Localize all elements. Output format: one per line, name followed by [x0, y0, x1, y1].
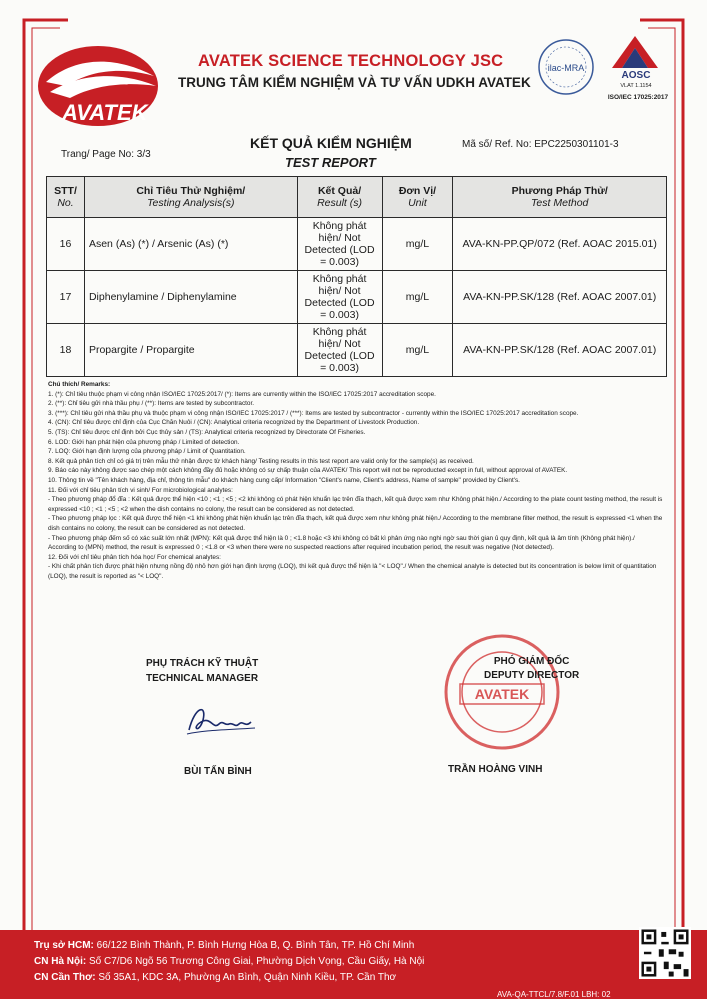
row-result: Không phát hiện/ Not Detected (LOD = 0.003) — [297, 324, 382, 377]
remark-item: 11. Đối với chỉ tiêu phân tích vi sinh/ For microbiological analytes: — [48, 486, 233, 494]
footer-ct-label: CN Cần Thơ: — [34, 972, 96, 983]
row-result: Không phát hiện/ Not Detected (LOD = 0.003) — [297, 218, 382, 271]
row-no: 18 — [47, 324, 85, 377]
footer-hcm-address: 66/122 Bình Thành, P. Bình Hưng Hòa B, Q. Bình Tân, TP. Hồ Chí Minh — [96, 940, 415, 951]
remark-item: - Theo phương pháp đổ đĩa : Kết quả được thể hiện <10 ; <1 ; <5 ; <2 khi không có phát hiện khuẩn lạc trên đĩa thạch, kết quả được xem như Không phát hiện./ According to the plate count testing method, the result is expressed <10 ; <1 ; <5 ; <2 when the dish contains no colony, the result can be considered as not detected. — [48, 496, 663, 513]
company-seal — [442, 632, 562, 752]
header-no: STT/ No. — [47, 177, 85, 218]
footer-hn-line — [34, 954, 424, 970]
row-method: AVA-KN-PP.SK/128 (Ref. AOAC 2007.01) — [453, 271, 667, 324]
remark-item: 3. (***): Chỉ tiêu gửi nhà thầu phụ và thuộc phạm vi công nhận ISO/IEC 17025:2017 / (***): Items are tested by subcontractor - currently within the ISO/IEC 17025:2017 accreditation scope. — [48, 409, 579, 417]
row-no: 17 — [47, 271, 85, 324]
aosc-name: AOSC — [621, 70, 651, 81]
stamp-text: AVATEK — [474, 686, 530, 702]
table-row — [47, 271, 667, 324]
deputy-director-name: TRẦN HOÀNG VINH — [448, 764, 543, 775]
qr-code — [639, 927, 691, 979]
row-method: AVA-KN-PP.QP/072 (Ref. AOAC 2015.01) — [453, 218, 667, 271]
row-analysis: Diphenylamine / Diphenylamine — [84, 271, 297, 324]
remark-item: 10. Thông tin về "Tên khách hàng, địa chỉ, thông tin mẫu" do khách hàng cung cấp/ Information "Client's name, Client's address, Name of sample" provided by Client's. — [48, 476, 520, 484]
footer-addresses — [34, 938, 424, 986]
footer-ct-line — [34, 970, 424, 986]
report-title-en: TEST REPORT — [285, 155, 376, 170]
header-analysis: Chỉ Tiêu Thử Nghiệm/ Testing Analysis(s) — [84, 177, 297, 218]
row-unit: mg/L — [382, 271, 453, 324]
table-row — [47, 324, 667, 377]
row-result: Không phát hiện/ Not Detected (LOD = 0.003) — [297, 271, 382, 324]
remark-item: 12. Đối với chỉ tiêu phân tích hóa học/ For chemical analytes: — [48, 553, 221, 561]
header-unit: Đơn Vị/ Unit — [382, 177, 453, 218]
row-analysis: Propargite / Propargite — [84, 324, 297, 377]
technical-manager-title-en: TECHNICAL MANAGER — [146, 673, 259, 684]
remarks-section — [48, 380, 663, 581]
reference-number: Mã số/ Ref. No: EPC2250301101-3 — [462, 139, 619, 150]
remark-item: 9. Báo cáo này không được sao chép một cách không đầy đủ hoặc không có sự chấp thuận của AVATEK/ This report will not be reproducted except in full, without approval of AVATEK. — [48, 467, 568, 475]
footer-bar — [0, 930, 707, 999]
remarks-heading: Chú thích/ Remarks: — [48, 381, 111, 388]
page-number: Trang/ Page No: 3/3 — [61, 149, 151, 160]
remark-item: - Theo phương pháp đếm số có xác suất lớn nhất (MPN): Kết quả được thể hiện là 0 ; <1.8 hoặc <3 khi không có bất kì phản ứng nào nghi ngờ sau thời gian ủ quy định, kết quả là âm tính (Không phát hiện)./ According to (MPN) method, the result is expressed 0 ; <1.8 or <3 when there were no suspected reactions after required incubation period, the result was negative (Not detected). — [48, 534, 635, 552]
remark-item: - Theo phương pháp lọc : Kết quả được thể hiện <1 khi không phát hiện khuẩn lạc trên đĩa thạch, kết quả được xem như không phát hiện./ According to the membrane filter method, the result is expressed <1 when the dish contains no colony, the result can be considered as not detected. — [48, 515, 663, 532]
technical-manager-name: BÙI TẤN BÌNH — [184, 766, 252, 777]
results-table — [46, 176, 667, 377]
remark-item: 1. (*): Chỉ tiêu thuộc phạm vi công nhận ISO/IEC 17025:2017/ (*): Items are currently within the ISO/IEC 17025:2017 accreditation scope. — [48, 390, 436, 398]
row-unit: mg/L — [382, 324, 453, 377]
remark-item: 4. (CN): Chỉ tiêu được chỉ định của Cục Chăn Nuôi / (CN): Analytical criteria recognized by the Department of Livestock Production. — [48, 419, 420, 427]
row-unit: mg/L — [382, 218, 453, 271]
center-name: TRUNG TÂM KIỂM NGHIỆM VÀ TƯ VẤN UDKH AVATEK — [178, 75, 531, 90]
form-code: AVA-QA-TTCL/7.8/F.01 LBH: 02 — [497, 990, 611, 999]
row-analysis: Asen (As) (*) / Arsenic (As) (*) — [84, 218, 297, 271]
footer-hn-address: Số C7/D6 Ngõ 56 Trương Công Giai, Phường Dịch Vọng, Cầu Giấy, Hà Nội — [89, 956, 425, 967]
avatek-logo — [36, 38, 168, 130]
remark-item: - Khi chất phân tích được phát hiện nhưng nồng độ nhỏ hơn giới hạn định lượng (LOQ), thì kết quả được thể hiện là "< LOQ"./ When the chemical analyte is detected but its concentration is below limit of quantitation (LOQ), the result is reported as "< LOQ". — [48, 563, 657, 580]
technical-manager-title — [146, 656, 286, 686]
row-no: 16 — [47, 218, 85, 271]
deputy-director-title-en: DEPUTY DIRECTOR — [484, 670, 580, 681]
remark-item: 8. Kết quả phân tích chỉ có giá trị trên mẫu thử nhận được từ khách hàng/ Testing results in this test report are valid only for the sample(s) as received. — [48, 457, 474, 465]
table-header-row — [47, 177, 667, 218]
deputy-director-title — [484, 655, 579, 683]
deputy-director-title-vi: PHÓ GIÁM ĐỐC — [493, 656, 570, 667]
remark-item: 7. LOQ: Giới hạn định lượng của phương pháp / Limit of Quantitation. — [48, 448, 246, 456]
header-method: Phương Pháp Thử/ Test Method — [453, 177, 667, 218]
company-name: AVATEK SCIENCE TECHNOLOGY JSC — [198, 52, 504, 70]
footer-hcm-label: Trụ sở HCM: — [34, 940, 94, 951]
report-title-vi: KẾT QUẢ KIỂM NGHIỆM — [250, 135, 412, 151]
remark-item: 6. LOD: Giới hạn phát hiện của phương pháp / Limited of detection. — [48, 438, 240, 446]
footer-hn-label: CN Hà Nội: — [34, 956, 87, 967]
header-result: Kết Quả/ Result (s) — [297, 177, 382, 218]
aosc-vlat: VLAT 1.1154 — [620, 83, 652, 89]
footer-hcm-line — [34, 938, 424, 954]
footer-ct-address: Số 35A1, KDC 3A, Phường An Bình, Quận Ninh Kiều, TP. Cần Thơ — [98, 972, 397, 983]
ilac-text: ilac-MRA — [547, 63, 585, 73]
technical-manager-title-vi: PHỤ TRÁCH KỸ THUẬT — [146, 658, 259, 669]
iso-standard: ISO/IEC 17025:2017 — [607, 94, 669, 101]
remark-item: 5. (TS): Chỉ tiêu được chỉ định bởi Cục thủy sản / (TS): Analytical criteria recognized by Directorate Of Fisheries. — [48, 428, 366, 436]
table-row — [47, 218, 667, 271]
logo-text: AVATEK — [62, 100, 148, 125]
handwritten-signature — [185, 700, 265, 740]
row-method: AVA-KN-PP.SK/128 (Ref. AOAC 2007.01) — [453, 324, 667, 377]
remark-item: 2. (**): Chỉ tiêu gửi nhà thầu phụ / (**): Items are tested by subcontractor. — [48, 400, 255, 408]
ilac-mra-logo — [537, 38, 595, 96]
